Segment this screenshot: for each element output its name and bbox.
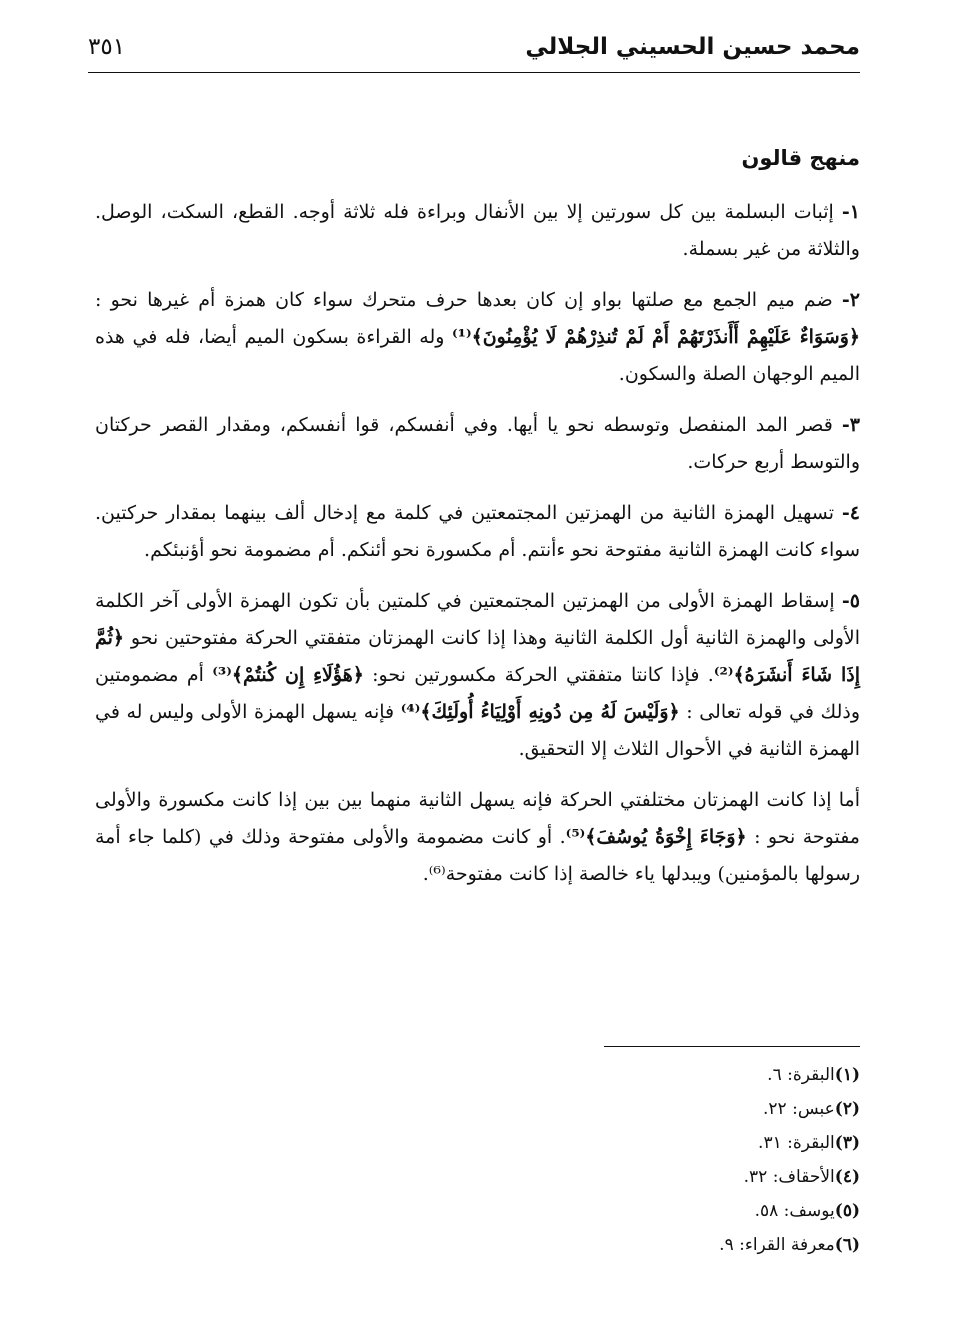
paragraph-text: تسهيل الهمزة الثانية من الهمزتين المجتمعتين في كلمة مع إدخال ألف بينهما بمقدار حركتين. سواء كانت الهمزة الثانية مفتوحة نحو ءأنتم. أم مكسورة نحو أئنكم. أم مضمومة نحو أؤنبئكم. [95,502,860,561]
paragraph-5 [95,583,860,768]
paragraph-text: أم مضمومتين وذلك في قوله تعالى : [95,664,860,723]
footnote-mark: (٤) [834,1167,860,1187]
item-number: ٥- [841,590,860,612]
running-header-author: محمد حسين الحسيني الجلالي [525,34,860,60]
footnote-text: يوسف: ٥٨. [754,1201,835,1221]
footnote-text: البقرة: ٣١. [758,1133,835,1153]
page-header [88,28,860,76]
footnote-text: الأحقاف: ٣٢. [743,1167,835,1187]
quran-verse: ﴿وَلَيْسَ لَهُ مِن دُونِهِ أَوْلِيَاءُ أُولَئِكَ﴾⁽⁴⁾ [400,701,680,723]
footnote-mark: (٦) [834,1235,860,1255]
footnote-text: معرفة القراء: ٩. [719,1235,835,1255]
footnote-text: عبس: ٢٢. [763,1099,835,1119]
paragraph-text: فإنه يسهل الهمزة الأولى وليس له في الهمزة الثانية في الأحوال الثلاث إلا التحقيق. [95,701,860,760]
quran-verse: ﴿وَجَاءَ إِخْوَةُ يُوسُفَ﴾⁽⁵⁾ [565,826,747,848]
item-number: ٤- [841,502,860,524]
paragraph-6 [95,782,860,893]
paragraph-text: إسقاط الهمزة الأولى من الهمزتين المجتمعتين في كلمتين بأن تكون الهمزة الأولى آخر الكلمة الأولى والهمزة الثانية أول الكلمة الثانية وهذا إذا كانت الهمزتان متفقتي الحركة مفتوحتين نحو [95,590,860,649]
page-number: ٣٥١ [88,34,126,60]
item-number: ١- [841,201,861,223]
quran-verse: ﴿وَسَوَاءٌ عَلَيْهِمْ أَأَنذَرْتَهُمْ أَمْ لَمْ تُنذِرْهُمْ لَا يُؤْمِنُونَ﴾⁽¹⁾ [451,326,860,348]
item-number: ٢- [841,289,861,311]
quran-verse: ﴿ثُمَّ إِذَا شَاءَ أَنشَرَهُ﴾⁽²⁾ [95,627,860,686]
paragraph-1 [95,194,860,268]
paragraph-4 [95,495,860,569]
footnote [719,1228,860,1262]
footnote [719,1126,860,1160]
paragraph-2 [95,282,860,393]
footnote-rule [604,1046,860,1047]
footnote-text: البقرة: ٦. [767,1065,835,1085]
quran-verse: ﴿هَؤُلَاءِ إِن كُنتُمْ﴾⁽³⁾ [212,664,364,686]
item-number: ٣- [841,414,860,436]
footnote-mark: (٢) [834,1099,860,1119]
footnote-mark: (٣) [834,1133,860,1153]
paragraph-text: وله القراءة بسكون الميم أيضا، فله في هذه الميم الوجهان الصلة والسكون. [95,326,860,385]
paragraph-text: قصر المد المنفصل وتوسطه نحو يا أيها. وفي أنفسكم، قوا أنفسكم، ومقدار القصر حركتان والتوسط أربع حركات. [95,414,860,473]
header-rule [88,72,860,73]
footnote [719,1160,860,1194]
paragraph-text: ضم ميم الجمع مع صلتها بواو إن كان بعدها حرف متحرك سواء كان همزة أم غيرها نحو : [95,289,833,311]
paragraph-text: إثبات البسلمة بين كل سورتين إلا بين الأنفال وبراءة فله ثلاثة أوجه. القطع، السكت، الوصل. والثلاثة من غير بسملة. [95,201,860,260]
paragraph-text: أما إذا كانت الهمزتان مختلفتي الحركة فإنه يسهل الثانية منهما بين بين إذا كانت مكسورة والأولى مفتوحة نحو : [95,789,860,848]
footnote [719,1194,860,1228]
footnote-mark: (١) [834,1065,860,1085]
paragraph-3 [95,407,860,481]
footnote [719,1058,860,1092]
footnotes [719,1058,860,1262]
section-title: منهج قالون [741,146,860,170]
paragraph-text: . فإذا كانتا متفقتي الحركة مكسورتين نحو: [372,664,714,686]
footnote-mark: (٥) [834,1201,860,1221]
footnote [719,1092,860,1126]
paragraph-text: . أو كانت مضمومة والأولى مفتوحة وذلك في (كلما جاء أمة رسولها بالمؤمنين) ويبدلها ياء خالصة إذا كانت مفتوحة⁽⁶⁾. [95,826,860,885]
main-text [95,136,860,907]
